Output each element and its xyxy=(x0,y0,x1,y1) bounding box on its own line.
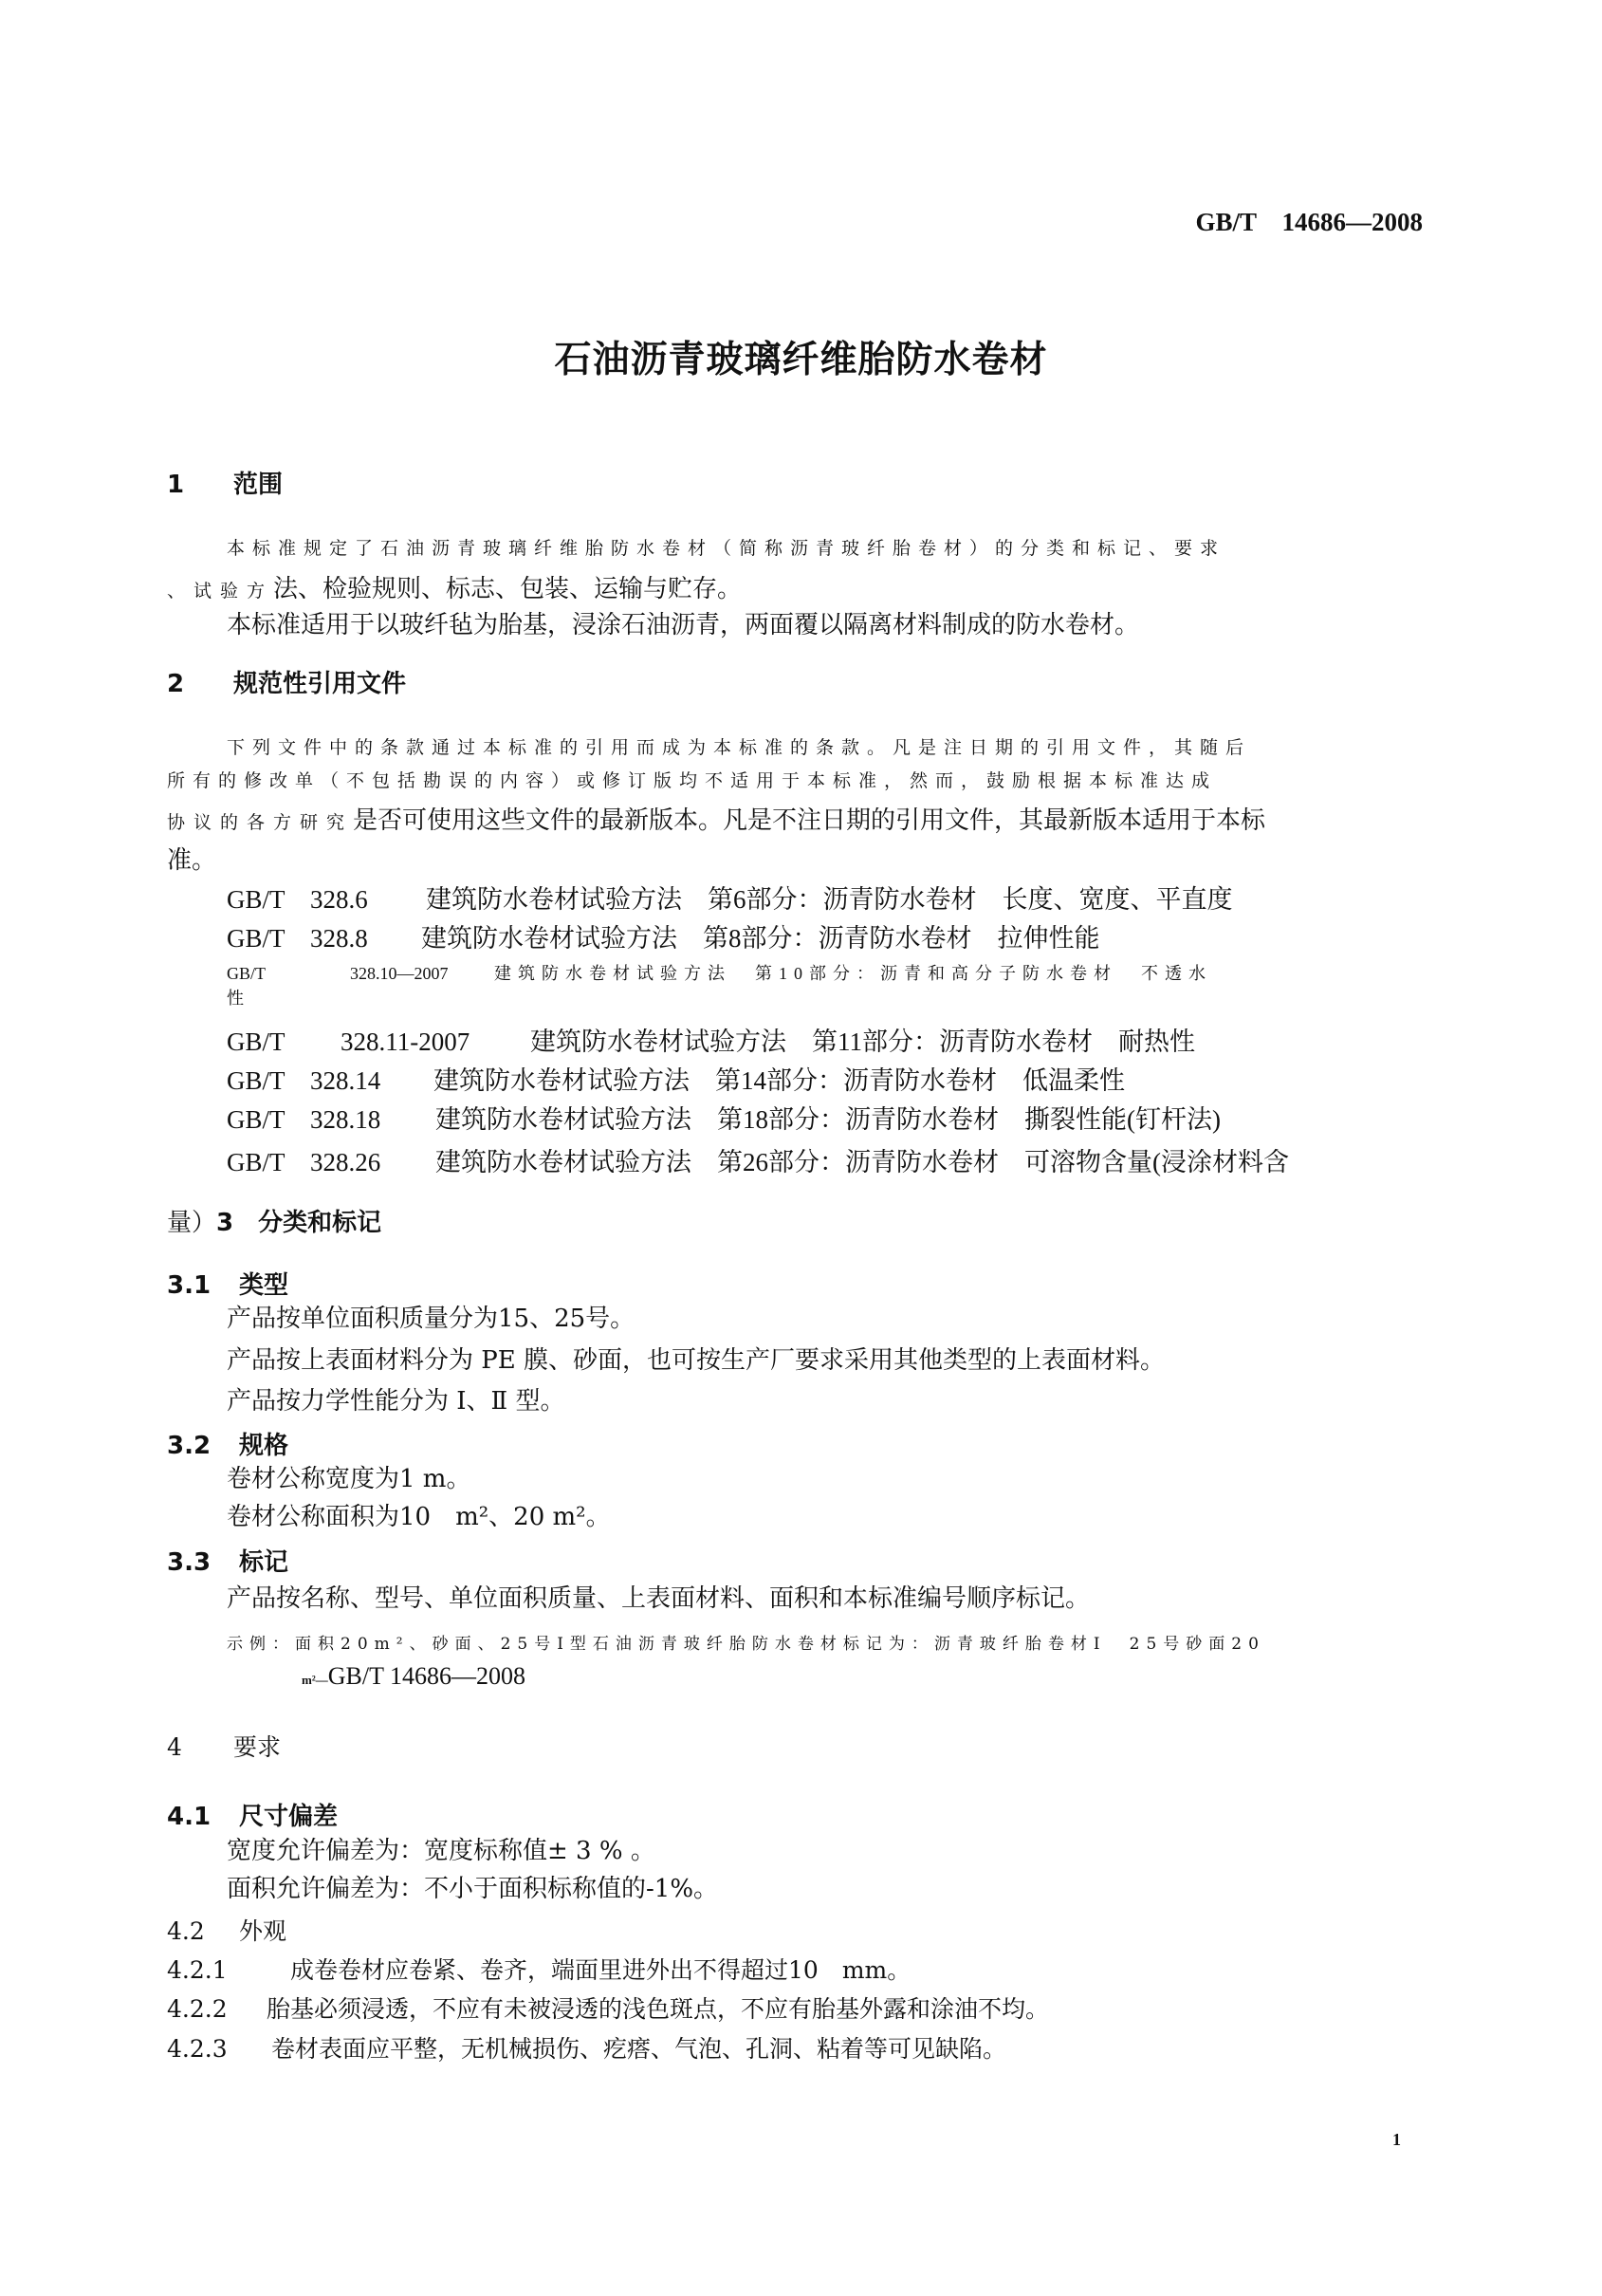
subsection-3-2-heading xyxy=(167,1426,288,1461)
subsection-number: 4.2 xyxy=(167,1917,205,1945)
subsection-title: 类型 xyxy=(239,1271,289,1300)
example-code: GB/T 14686—2008 xyxy=(327,1662,525,1690)
ref-code: GB/T xyxy=(227,964,267,983)
spaced-text: 、试验方 xyxy=(167,581,274,602)
ref-title: 建筑防水卷材试验方法 第8部分：沥青防水卷材 拉伸性能 xyxy=(421,924,1100,953)
ref-title: 建筑防水卷材试验方法 第14部分：沥青防水卷材 低温柔性 xyxy=(433,1066,1125,1095)
ref-title: 建筑防水卷材试验方法 第10部分：沥青和高分子防水卷材 不透水 xyxy=(494,964,1212,983)
body-line: 产品按名称、型号、单位面积质量、上表面材料、面积和本标准编号顺序标记。 xyxy=(227,1584,1091,1613)
page-number: 1 xyxy=(1392,2130,1401,2149)
clause-4-2-1 xyxy=(167,1952,911,1986)
ref-code: GB/T xyxy=(227,1028,285,1056)
s1-paragraph-line xyxy=(167,569,742,604)
ref-code: GB/T 328.26 xyxy=(227,1148,381,1176)
subsection-title: 标记 xyxy=(239,1548,289,1577)
document-title: 石油沥青玻璃纤维胎防水卷材 xyxy=(554,339,1048,381)
reference-item xyxy=(227,917,1100,954)
example-line: 示例：面积20m²、砂面、25号Ⅰ型石油沥青玻纤胎防水卷材标记为：沥青玻纤胎卷材Ⅰ 25号砂面20 xyxy=(227,1635,1265,1654)
clause-text: 卷材表面应平整，无机械损伤、疙瘩、气泡、孔洞、粘着等可见缺陷。 xyxy=(271,2035,1007,2063)
section-4-heading xyxy=(167,1729,281,1763)
subsection-3-1-heading xyxy=(167,1266,288,1301)
clause-text: 胎基必须浸透，不应有未被浸透的浅色斑点，不应有胎基外露和涂油不均。 xyxy=(267,1995,1050,2023)
text: 法、检验规则、标志、包装、运输与贮存。 xyxy=(273,575,743,603)
s1-paragraph-line: 本标准适用于以玻纤毡为胎基，浸涂石油沥青，两面覆以隔离材料制成的防水卷材。 xyxy=(227,611,1140,639)
section-number: 3 xyxy=(216,1209,234,1237)
section-1-heading xyxy=(167,465,283,500)
s2-paragraph-line: 下列文件中的条款通过本标准的引用而成为本标准的条款。凡是注日期的引用文件，其随后 xyxy=(227,737,1252,758)
ref-code: 328.10—2007 xyxy=(350,964,449,983)
clause-4-2-3 xyxy=(167,2030,1006,2065)
reference-item xyxy=(227,1060,1125,1097)
ref-title: 建筑防水卷材试验方法 第11部分：沥青防水卷材 耐热性 xyxy=(530,1028,1195,1056)
reference-item xyxy=(227,1141,1289,1178)
subsection-title: 外观 xyxy=(239,1917,287,1945)
subsection-number: 3.3 xyxy=(167,1548,212,1577)
clause-number: 4.2.1 xyxy=(167,1956,228,1984)
subsection-4-2-heading xyxy=(167,1913,286,1947)
body-line: 产品按力学性能分为 Ⅰ、Ⅱ 型。 xyxy=(227,1387,565,1416)
reference-tail: 量） xyxy=(167,1209,217,1237)
s2-paragraph-line: 准。 xyxy=(167,846,217,875)
clause-text: 成卷卷材应卷紧、卷齐，端面里进外出不得超过10 mm。 xyxy=(290,1956,911,1984)
section-2-heading xyxy=(167,664,406,699)
section-title: 范围 xyxy=(233,471,284,499)
subsection-3-3-heading xyxy=(167,1543,288,1578)
reference-item xyxy=(227,960,1212,985)
body-line: 产品按上表面材料分为 PE 膜、砂面，也可按生产厂要求采用其他类型的上表面材料。 xyxy=(227,1346,1166,1375)
standard-number: GB/T 14686—2008 xyxy=(1195,208,1423,236)
s2-paragraph-line xyxy=(167,801,1265,836)
section-number: 4 xyxy=(167,1733,182,1761)
s2-paragraph-line: 所有的修改单（不包括勘误的内容）或修订版均不适用于本标准，然而，鼓励根据本标准达成 xyxy=(167,770,1218,791)
ref-code: GB/T 328.8 xyxy=(227,924,368,953)
body-line: 面积允许偏差为：不小于面积标称值的-1%。 xyxy=(227,1875,719,1903)
section-number: 1 xyxy=(167,471,185,499)
reference-item xyxy=(227,879,1233,916)
text: 是否可使用这些文件的最新版本。凡是不注日期的引用文件，其最新版本适用于本标 xyxy=(353,806,1266,835)
ref-title: 建筑防水卷材试验方法 第6部分：沥青防水卷材 长度、宽度、平直度 xyxy=(426,885,1233,914)
subsection-number: 4.1 xyxy=(167,1803,212,1831)
clause-number: 4.2.3 xyxy=(167,2035,228,2063)
ref-title: 建筑防水卷材试验方法 第26部分：沥青防水卷材 可溶物含量(浸涂材料含 xyxy=(435,1148,1289,1176)
ref-code: GB/T 328.18 xyxy=(227,1105,381,1134)
clause-4-2-2 xyxy=(167,1990,1049,2025)
body-line: 产品按单位面积质量分为15、25号。 xyxy=(227,1305,635,1333)
section-title: 规范性引用文件 xyxy=(233,670,407,698)
example-unit: m²— xyxy=(302,1673,328,1687)
subsection-title: 规格 xyxy=(239,1432,289,1460)
section-number: 2 xyxy=(167,670,185,698)
ref-code: GB/T 328.14 xyxy=(227,1066,381,1095)
body-line: 卷材公称宽度为1 m。 xyxy=(227,1465,471,1493)
reference-item xyxy=(227,1021,1195,1058)
subsection-4-1-heading xyxy=(167,1797,338,1832)
section-title: 分类和标记 xyxy=(258,1209,382,1237)
ref-code: 328.11-2007 xyxy=(341,1028,470,1056)
ref-code: GB/T 328.6 xyxy=(227,885,368,914)
body-line: 宽度允许偏差为：宽度标称值± 3 % 。 xyxy=(227,1837,655,1865)
reference-item xyxy=(227,1099,1221,1136)
subsection-number: 3.1 xyxy=(167,1271,212,1300)
section-3-heading-line xyxy=(167,1203,381,1238)
subsection-title: 尺寸偏差 xyxy=(239,1803,339,1831)
subsection-number: 3.2 xyxy=(167,1432,212,1460)
spaced-text: 协议的各方研究 xyxy=(167,812,354,833)
section-title: 要求 xyxy=(233,1733,282,1761)
body-line: 卷材公称面积为10 m²、20 m²。 xyxy=(227,1503,611,1531)
clause-number: 4.2.2 xyxy=(167,1995,228,2023)
ref-title: 建筑防水卷材试验方法 第18部分：沥青防水卷材 撕裂性能(钉杆法) xyxy=(435,1105,1221,1134)
s1-paragraph-line: 本标准规定了石油沥青玻璃纤维胎防水卷材（简称沥青玻纤胎卷材）的分类和标记、要求 xyxy=(227,538,1226,559)
example-line xyxy=(302,1662,525,1691)
reference-item-continued: 性 xyxy=(227,989,244,1008)
